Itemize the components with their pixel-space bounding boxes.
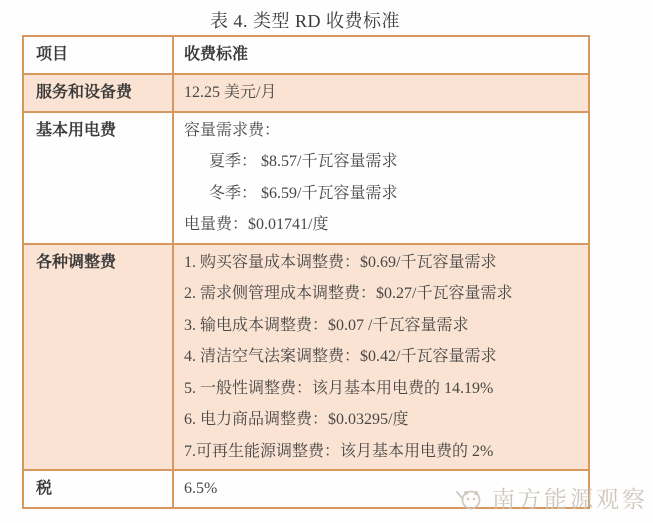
fee-line: 6.5%	[184, 480, 218, 497]
fee-line: 7.可再生能源调整费：该月基本用电费的 2%	[184, 442, 494, 460]
header-cell-standard: 收费标准	[173, 36, 589, 74]
row-value-basic-electricity-fee	[173, 112, 589, 244]
page-title: 表 4. 类型 RD 收费标准	[209, 11, 400, 31]
watermark	[455, 481, 648, 514]
fee-line: 1. 购买容量成本调整费：$0.69/千瓦容量需求	[184, 253, 497, 271]
watermark-text: 南方能源观察	[492, 487, 648, 512]
row-label-basic-electricity-fee: 基本用电费	[23, 112, 173, 244]
table-header-row	[23, 36, 589, 74]
panda-logo-icon	[455, 483, 485, 513]
fee-line: 冬季： $6.59/千瓦容量需求	[209, 184, 398, 202]
fee-line: 电量费：$0.01741/度	[184, 216, 329, 233]
table-row	[23, 112, 589, 244]
row-value-adjustment-fees	[173, 244, 589, 471]
fee-table	[22, 35, 590, 509]
fee-line: 2. 需求侧管理成本调整费：$0.27/千瓦容量需求	[184, 285, 513, 302]
header-cell-item: 项目	[23, 36, 173, 74]
fee-line: 3. 输电成本调整费：$0.07 /千瓦容量需求	[184, 316, 469, 334]
fee-line: 12.25 美元/月	[184, 84, 277, 101]
fee-line: 4. 清洁空气法案调整费：$0.42/千瓦容量需求	[184, 348, 497, 365]
row-value-service-equipment-fee	[173, 74, 589, 112]
row-label-service-equipment-fee: 服务和设备费	[23, 74, 173, 112]
row-label-adjustment-fees: 各种调整费	[23, 244, 173, 471]
table-row	[23, 74, 589, 112]
fee-line: 5. 一般性调整费：该月基本用电费的 14.19%	[184, 379, 494, 397]
fee-line: 6. 电力商品调整费：$0.03295/度	[184, 411, 409, 428]
row-label-tax: 税	[23, 470, 173, 508]
table-row	[23, 244, 589, 471]
fee-line: 容量需求费：	[184, 121, 281, 139]
fee-line: 夏季： $8.57/千瓦容量需求	[209, 153, 398, 170]
